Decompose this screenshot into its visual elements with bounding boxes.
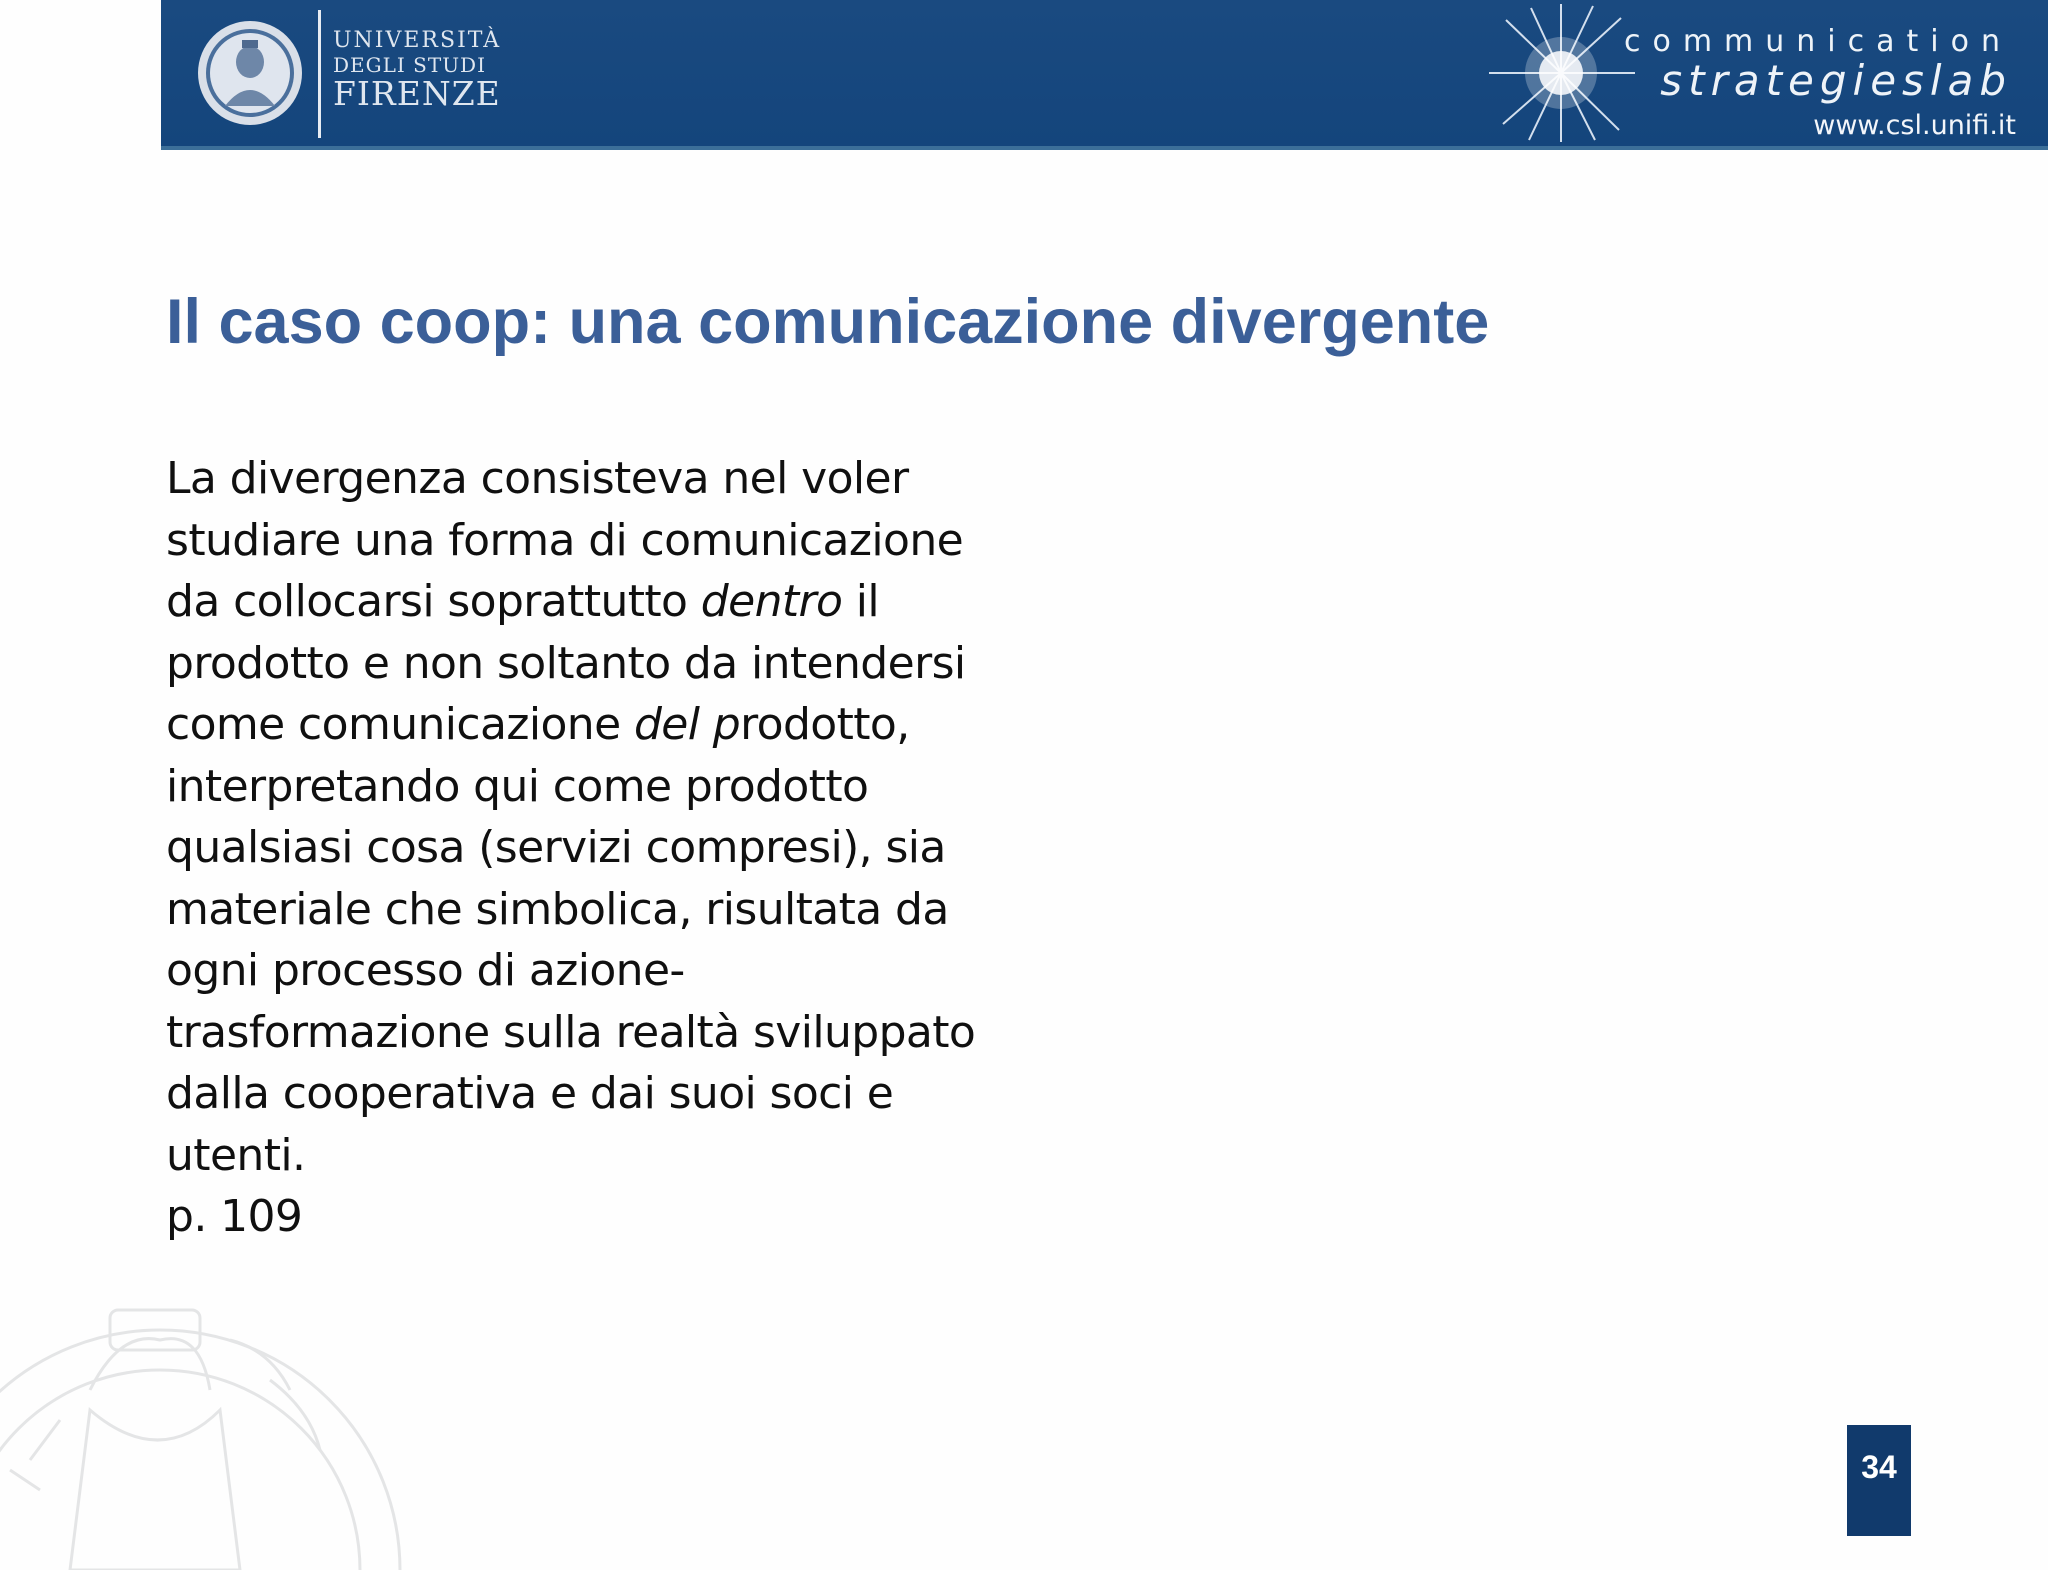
- body-text-segment: il: [842, 576, 879, 627]
- body-text-segment: da collocarsi soprattutto: [166, 576, 701, 627]
- seal-watermark-icon: [0, 1270, 430, 1570]
- logo-divider: [318, 10, 321, 138]
- body-line: ogni processo di azione-: [166, 945, 685, 996]
- body-line: utenti.: [166, 1129, 306, 1181]
- university-line-2: DEGLI STUDI: [333, 53, 486, 77]
- body-line: prodotto e non soltanto da intendersi: [166, 637, 966, 689]
- lab-name-top: communication: [1623, 24, 2012, 59]
- body-line: qualsiasi cosa (servizi compresi), sia: [166, 822, 946, 873]
- body-line: studiare una forma di comunicazione: [166, 514, 964, 566]
- header-banner: [161, 0, 2048, 150]
- university-line-1: UNIVERSITÀ: [333, 28, 502, 53]
- body-line: interpretando qui come prodotto: [166, 760, 869, 812]
- emphasis-del: del p: [633, 699, 741, 750]
- university-seal-logo: [195, 14, 305, 132]
- lab-name-bottom: strategieslab: [1660, 56, 2012, 105]
- page-number-badge: 34: [1847, 1425, 1911, 1536]
- body-text-segment: come comunicazione: [166, 699, 634, 750]
- emphasis-dentro: dentro: [700, 576, 843, 627]
- page-reference: p. 109: [166, 1191, 303, 1242]
- lab-url: www.csl.unifi.it: [1813, 110, 2016, 141]
- body-line: materiale che simbolica, risultata da: [166, 883, 949, 935]
- body-line: trasformazione sulla realtà sviluppato: [166, 1006, 976, 1058]
- body-line: [166, 694, 986, 756]
- university-line-3: FIRENZE: [333, 74, 501, 113]
- starburst-icon: [1481, 0, 1641, 146]
- slide-title: Il caso coop: una comunicazione divergente: [166, 287, 1490, 357]
- body-line: dalla cooperativa e dai suoi soci e: [166, 1068, 894, 1119]
- slide-body-text: [166, 448, 986, 1248]
- body-line: [166, 571, 986, 633]
- university-name: [333, 28, 502, 113]
- body-line: La divergenza consisteva nel voler: [166, 453, 909, 504]
- body-text-segment: rodotto,: [740, 699, 910, 750]
